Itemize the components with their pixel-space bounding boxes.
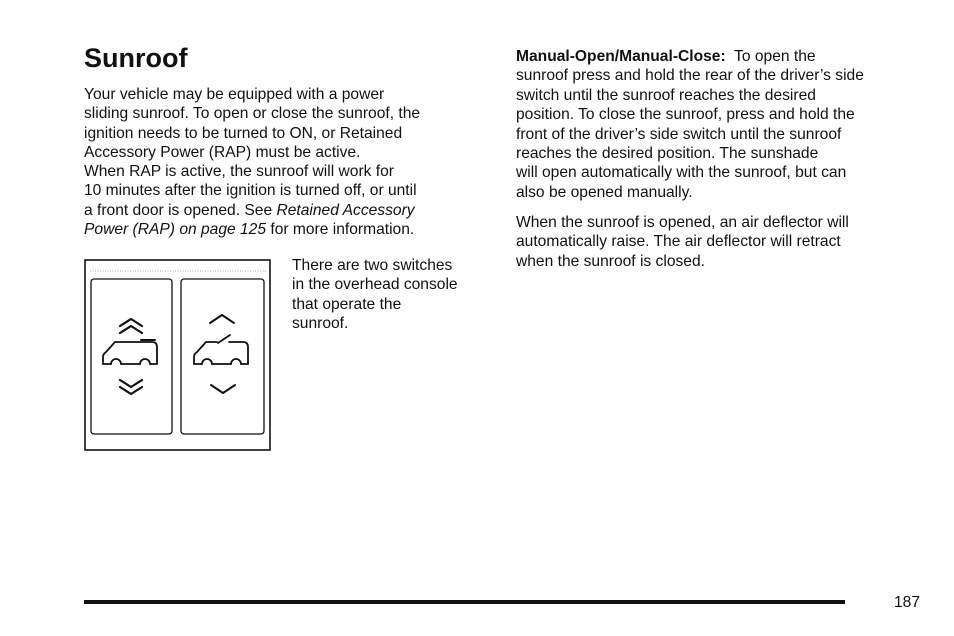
text-line: ignition needs to be turned to ON, or Retained — [84, 124, 403, 142]
sunroof-switch-illustration — [84, 259, 272, 452]
manual-open-close-paragraph — [516, 47, 926, 202]
text-line: reaches the desired position. The sunshade — [516, 145, 819, 163]
text-line: sliding sunroof. To open or close the sunroof, the — [84, 105, 421, 123]
text-line: switch until the sunroof reaches the desired — [516, 86, 816, 104]
manual-open-close-heading: Manual-Open/Manual-Close: — [516, 48, 726, 65]
text-line: sunroof press and hold the rear of the driver’s side — [516, 67, 864, 85]
text-line: a front door is opened. See — [84, 201, 277, 219]
text-line: also be opened manually. — [516, 183, 693, 201]
text-line: front of the driver’s side switch until the sunroof — [516, 125, 842, 143]
rap-paragraph — [84, 162, 489, 240]
text-line: automatically raise. The air deflector will retract — [516, 233, 841, 251]
text-line: will open automatically with the sunroof, but can — [516, 164, 847, 182]
text-line: There are two switches — [292, 257, 453, 274]
page-title: Sunroof — [84, 43, 188, 73]
text-line: When the sunroof is opened, an air deflector will — [516, 214, 849, 231]
footer-rule — [84, 600, 845, 604]
text-line: sunroof. — [292, 315, 349, 333]
text-line: when the sunroof is closed. — [516, 252, 705, 270]
intro-paragraph — [84, 85, 489, 163]
text-line: for more information. — [266, 221, 415, 239]
text-line: position. To close the sunroof, press and hold the — [516, 106, 855, 124]
figure-caption — [292, 256, 492, 334]
text-line: Accessory Power (RAP) must be active. — [84, 144, 361, 162]
text-line: Your vehicle may be equipped with a power — [84, 86, 385, 103]
page-number: 187 — [893, 594, 920, 611]
text-line: To open the — [725, 48, 816, 65]
text-line: When RAP is active, the sunroof will work for — [84, 163, 394, 180]
air-deflector-paragraph — [516, 213, 926, 271]
text-line: that operate the — [292, 295, 402, 313]
text-line: 10 minutes after the ignition is turned off, or until — [84, 182, 417, 200]
cross-reference-link-continued[interactable]: Power (RAP) on page 125 — [84, 221, 267, 239]
text-line: in the overhead console — [292, 276, 458, 294]
cross-reference-link[interactable]: Retained Accessory — [276, 201, 415, 219]
